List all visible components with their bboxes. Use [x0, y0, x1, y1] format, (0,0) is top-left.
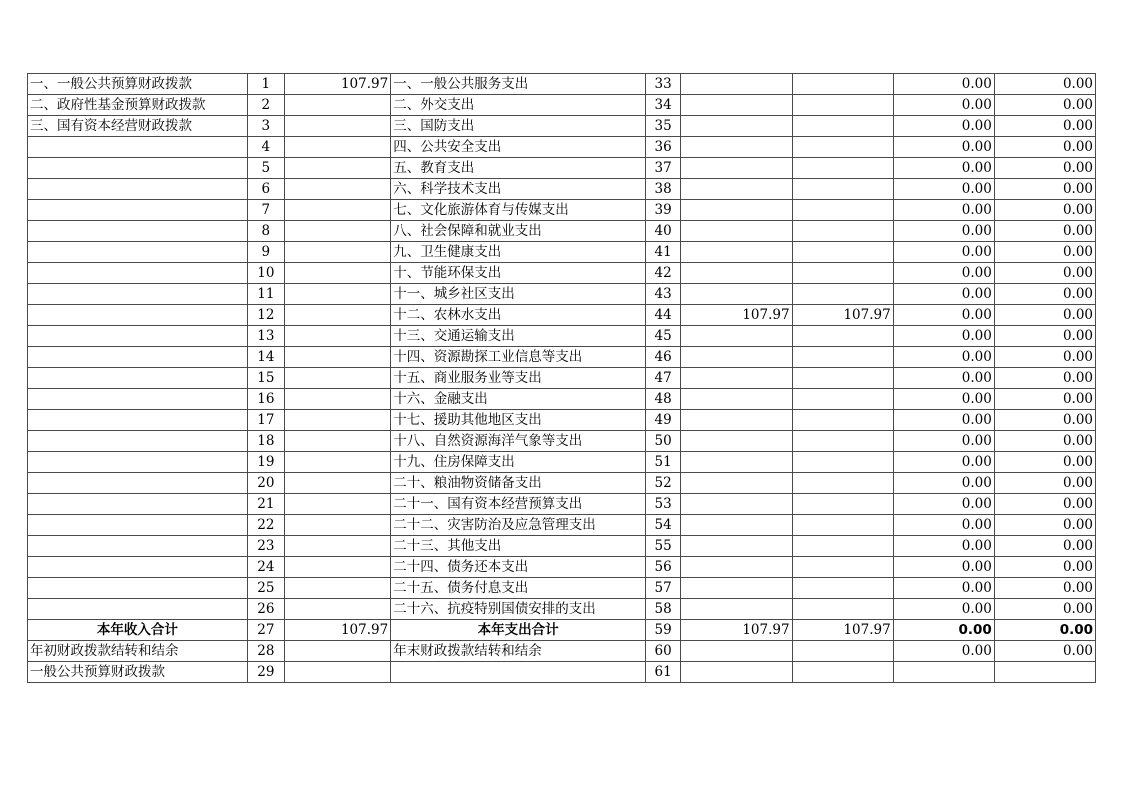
expense-state-capital-cell: 0.00 [994, 326, 1095, 347]
expense-fund-budget-cell: 0.00 [893, 599, 994, 620]
income-amount-cell [284, 578, 390, 599]
income-line-no-cell: 11 [247, 284, 284, 305]
expense-general-budget-cell [792, 284, 893, 305]
expense-total-cell [681, 431, 792, 452]
expense-general-budget-cell [792, 74, 893, 95]
expense-fund-budget-cell: 0.00 [893, 326, 994, 347]
table-row [28, 326, 1096, 347]
income-item-cell [28, 137, 248, 158]
expense-line-no-cell: 55 [646, 536, 681, 557]
income-amount-cell [284, 284, 390, 305]
expense-fund-budget-cell: 0.00 [893, 557, 994, 578]
income-amount-cell [284, 599, 390, 620]
expense-fund-budget-cell: 0.00 [893, 536, 994, 557]
expense-item-cell: 十四、资源勘探工业信息等支出 [391, 347, 646, 368]
income-line-no-cell: 21 [247, 494, 284, 515]
expense-general-budget-cell [792, 347, 893, 368]
expense-line-no-cell: 58 [646, 599, 681, 620]
expense-general-budget-cell [792, 557, 893, 578]
expense-fund-budget-cell: 0.00 [893, 179, 994, 200]
income-line-no-cell: 8 [247, 221, 284, 242]
expense-state-capital-cell: 0.00 [994, 368, 1095, 389]
income-amount-cell [284, 557, 390, 578]
expense-state-capital-cell: 0.00 [994, 620, 1095, 641]
income-item-cell [28, 557, 248, 578]
expense-fund-budget-cell: 0.00 [893, 368, 994, 389]
expense-state-capital-cell: 0.00 [994, 137, 1095, 158]
table-row [28, 242, 1096, 263]
expense-line-no-cell: 57 [646, 578, 681, 599]
expense-item-cell: 二十二、灾害防治及应急管理支出 [391, 515, 646, 536]
expense-state-capital-cell: 0.00 [994, 74, 1095, 95]
income-amount-cell [284, 242, 390, 263]
expense-fund-budget-cell: 0.00 [893, 473, 994, 494]
income-amount-cell [284, 116, 390, 137]
table-row [28, 200, 1096, 221]
expense-total-cell [681, 116, 792, 137]
expense-total-cell [681, 200, 792, 221]
expense-item-cell: 二、外交支出 [391, 95, 646, 116]
expense-item-cell [391, 662, 646, 683]
expense-total-cell [681, 494, 792, 515]
expense-total-cell [681, 179, 792, 200]
expense-item-cell: 十三、交通运输支出 [391, 326, 646, 347]
income-amount-cell [284, 263, 390, 284]
income-amount-cell [284, 179, 390, 200]
expense-fund-budget-cell: 0.00 [893, 116, 994, 137]
expense-line-no-cell: 34 [646, 95, 681, 116]
expense-state-capital-cell: 0.00 [994, 200, 1095, 221]
income-item-cell: 二、政府性基金预算财政拨款 [28, 95, 248, 116]
expense-fund-budget-cell: 0.00 [893, 200, 994, 221]
expense-item-cell: 二十三、其他支出 [391, 536, 646, 557]
table-row [28, 95, 1096, 116]
expense-total-cell [681, 221, 792, 242]
expense-state-capital-cell: 0.00 [994, 578, 1095, 599]
table-row [28, 389, 1096, 410]
income-line-no-cell: 26 [247, 599, 284, 620]
expense-line-no-cell: 46 [646, 347, 681, 368]
expense-state-capital-cell [994, 662, 1095, 683]
expense-fund-budget-cell: 0.00 [893, 305, 994, 326]
expense-total-cell [681, 137, 792, 158]
expense-state-capital-cell: 0.00 [994, 242, 1095, 263]
expense-item-cell: 二十四、债务还本支出 [391, 557, 646, 578]
expense-total-cell [681, 557, 792, 578]
expense-state-capital-cell: 0.00 [994, 599, 1095, 620]
expense-total-cell [681, 284, 792, 305]
income-line-no-cell: 15 [247, 368, 284, 389]
expense-fund-budget-cell: 0.00 [893, 137, 994, 158]
expense-fund-budget-cell: 0.00 [893, 620, 994, 641]
income-item-cell [28, 599, 248, 620]
expense-fund-budget-cell: 0.00 [893, 389, 994, 410]
income-line-no-cell: 27 [247, 620, 284, 641]
expense-state-capital-cell: 0.00 [994, 389, 1095, 410]
expense-item-cell: 年末财政拨款结转和结余 [391, 641, 646, 662]
income-amount-cell [284, 410, 390, 431]
expense-line-no-cell: 53 [646, 494, 681, 515]
income-amount-cell [284, 641, 390, 662]
expense-item-cell: 十八、自然资源海洋气象等支出 [391, 431, 646, 452]
expense-line-no-cell: 60 [646, 641, 681, 662]
expense-state-capital-cell: 0.00 [994, 95, 1095, 116]
expense-general-budget-cell [792, 494, 893, 515]
income-line-no-cell: 7 [247, 200, 284, 221]
expense-line-no-cell: 43 [646, 284, 681, 305]
table-row [28, 515, 1096, 536]
income-line-no-cell: 18 [247, 431, 284, 452]
income-item-cell: 一、一般公共预算财政拨款 [28, 74, 248, 95]
table-row [28, 284, 1096, 305]
expense-item-cell: 六、科学技术支出 [391, 179, 646, 200]
income-amount-cell [284, 389, 390, 410]
income-line-no-cell: 9 [247, 242, 284, 263]
income-line-no-cell: 23 [247, 536, 284, 557]
expense-state-capital-cell: 0.00 [994, 347, 1095, 368]
income-item-cell [28, 179, 248, 200]
income-item-cell: 三、国有资本经营财政拨款 [28, 116, 248, 137]
income-item-cell [28, 389, 248, 410]
total-row [28, 620, 1096, 641]
expense-item-cell: 十九、住房保障支出 [391, 452, 646, 473]
table-row [28, 536, 1096, 557]
expense-total-cell [681, 578, 792, 599]
expense-state-capital-cell: 0.00 [994, 179, 1095, 200]
income-item-cell [28, 242, 248, 263]
income-amount-cell [284, 536, 390, 557]
expense-item-cell: 十、节能环保支出 [391, 263, 646, 284]
income-line-no-cell: 25 [247, 578, 284, 599]
expense-line-no-cell: 33 [646, 74, 681, 95]
income-amount-cell [284, 221, 390, 242]
income-item-cell [28, 158, 248, 179]
expense-total-cell [681, 641, 792, 662]
expense-item-cell: 九、卫生健康支出 [391, 242, 646, 263]
expense-general-budget-cell [792, 242, 893, 263]
expense-general-budget-cell [792, 326, 893, 347]
income-amount-cell [284, 326, 390, 347]
income-item-cell [28, 578, 248, 599]
expense-item-cell: 八、社会保障和就业支出 [391, 221, 646, 242]
income-line-no-cell: 12 [247, 305, 284, 326]
income-amount-cell: 107.97 [284, 74, 390, 95]
expense-general-budget-cell [792, 200, 893, 221]
expense-total-cell: 107.97 [681, 305, 792, 326]
expense-state-capital-cell: 0.00 [994, 158, 1095, 179]
income-line-no-cell: 24 [247, 557, 284, 578]
expense-state-capital-cell: 0.00 [994, 473, 1095, 494]
expense-line-no-cell: 56 [646, 557, 681, 578]
table-row [28, 452, 1096, 473]
expense-total-cell [681, 389, 792, 410]
expense-fund-budget-cell: 0.00 [893, 494, 994, 515]
expense-total-cell [681, 452, 792, 473]
income-item-cell [28, 305, 248, 326]
expense-general-budget-cell [792, 368, 893, 389]
expense-state-capital-cell: 0.00 [994, 305, 1095, 326]
income-item-cell [28, 200, 248, 221]
table-row [28, 368, 1096, 389]
expense-line-no-cell: 54 [646, 515, 681, 536]
expense-general-budget-cell [792, 158, 893, 179]
expense-general-budget-cell [792, 515, 893, 536]
table-row [28, 599, 1096, 620]
table-row [28, 641, 1096, 662]
expense-line-no-cell: 59 [646, 620, 681, 641]
expense-general-budget-cell: 107.97 [792, 620, 893, 641]
expense-total-cell [681, 263, 792, 284]
expense-item-cell: 十一、城乡社区支出 [391, 284, 646, 305]
expense-line-no-cell: 37 [646, 158, 681, 179]
expense-line-no-cell: 51 [646, 452, 681, 473]
table-row [28, 137, 1096, 158]
income-item-cell [28, 452, 248, 473]
table-row [28, 179, 1096, 200]
income-amount-cell [284, 305, 390, 326]
income-line-no-cell: 29 [247, 662, 284, 683]
income-amount-cell [284, 431, 390, 452]
income-item-cell [28, 410, 248, 431]
income-item-cell [28, 368, 248, 389]
expense-fund-budget-cell: 0.00 [893, 95, 994, 116]
income-item-cell [28, 536, 248, 557]
expense-state-capital-cell: 0.00 [994, 452, 1095, 473]
expense-total-cell [681, 242, 792, 263]
table-row [28, 410, 1096, 431]
expense-general-budget-cell: 107.97 [792, 305, 893, 326]
expense-general-budget-cell [792, 452, 893, 473]
expense-fund-budget-cell: 0.00 [893, 284, 994, 305]
expense-state-capital-cell: 0.00 [994, 116, 1095, 137]
expense-item-cell: 二十、粮油物资储备支出 [391, 473, 646, 494]
expense-general-budget-cell [792, 599, 893, 620]
expense-state-capital-cell: 0.00 [994, 536, 1095, 557]
expense-fund-budget-cell: 0.00 [893, 263, 994, 284]
expense-general-budget-cell [792, 536, 893, 557]
expense-line-no-cell: 44 [646, 305, 681, 326]
income-line-no-cell: 28 [247, 641, 284, 662]
expense-item-cell: 五、教育支出 [391, 158, 646, 179]
income-item-cell: 一般公共预算财政拨款 [28, 662, 248, 683]
expense-state-capital-cell: 0.00 [994, 410, 1095, 431]
income-line-no-cell: 4 [247, 137, 284, 158]
income-item-cell [28, 347, 248, 368]
expense-general-budget-cell [792, 116, 893, 137]
expense-general-budget-cell [792, 431, 893, 452]
expense-fund-budget-cell: 0.00 [893, 410, 994, 431]
expense-item-cell: 二十六、抗疫特别国债安排的支出 [391, 599, 646, 620]
income-amount-cell [284, 494, 390, 515]
expense-total-cell [681, 326, 792, 347]
expense-total-cell [681, 473, 792, 494]
expense-line-no-cell: 38 [646, 179, 681, 200]
table-row [28, 494, 1096, 515]
income-amount-cell [284, 473, 390, 494]
income-amount-cell [284, 662, 390, 683]
expense-item-cell: 本年支出合计 [391, 620, 646, 641]
expense-state-capital-cell: 0.00 [994, 557, 1095, 578]
expense-item-cell: 七、文化旅游体育与传媒支出 [391, 200, 646, 221]
expense-general-budget-cell [792, 179, 893, 200]
expense-fund-budget-cell: 0.00 [893, 452, 994, 473]
expense-item-cell: 二十五、债务付息支出 [391, 578, 646, 599]
table-row [28, 158, 1096, 179]
income-line-no-cell: 2 [247, 95, 284, 116]
expense-general-budget-cell [792, 410, 893, 431]
income-line-no-cell: 3 [247, 116, 284, 137]
expense-line-no-cell: 48 [646, 389, 681, 410]
income-amount-cell [284, 95, 390, 116]
expense-fund-budget-cell: 0.00 [893, 515, 994, 536]
income-amount-cell: 107.97 [284, 620, 390, 641]
expense-line-no-cell: 52 [646, 473, 681, 494]
expense-total-cell [681, 599, 792, 620]
income-amount-cell [284, 515, 390, 536]
expense-total-cell [681, 536, 792, 557]
income-item-cell [28, 494, 248, 515]
expense-item-cell: 三、国防支出 [391, 116, 646, 137]
income-line-no-cell: 14 [247, 347, 284, 368]
income-line-no-cell: 5 [247, 158, 284, 179]
income-line-no-cell: 1 [247, 74, 284, 95]
table-row [28, 221, 1096, 242]
expense-item-cell: 十七、援助其他地区支出 [391, 410, 646, 431]
expense-fund-budget-cell: 0.00 [893, 431, 994, 452]
income-amount-cell [284, 200, 390, 221]
expense-line-no-cell: 50 [646, 431, 681, 452]
income-item-cell [28, 473, 248, 494]
expense-line-no-cell: 35 [646, 116, 681, 137]
income-line-no-cell: 13 [247, 326, 284, 347]
table-row [28, 305, 1096, 326]
expense-state-capital-cell: 0.00 [994, 431, 1095, 452]
expense-line-no-cell: 42 [646, 263, 681, 284]
expense-state-capital-cell: 0.00 [994, 284, 1095, 305]
income-line-no-cell: 17 [247, 410, 284, 431]
expense-fund-budget-cell: 0.00 [893, 221, 994, 242]
expense-general-budget-cell [792, 137, 893, 158]
table-row [28, 557, 1096, 578]
expense-total-cell [681, 158, 792, 179]
expense-line-no-cell: 45 [646, 326, 681, 347]
expense-item-cell: 十六、金融支出 [391, 389, 646, 410]
table-row [28, 116, 1096, 137]
income-amount-cell [284, 368, 390, 389]
expense-line-no-cell: 39 [646, 200, 681, 221]
expense-state-capital-cell: 0.00 [994, 221, 1095, 242]
expense-fund-budget-cell: 0.00 [893, 578, 994, 599]
expense-line-no-cell: 36 [646, 137, 681, 158]
table-row [28, 74, 1096, 95]
expense-line-no-cell: 41 [646, 242, 681, 263]
expense-fund-budget-cell: 0.00 [893, 158, 994, 179]
table-body [28, 74, 1096, 683]
expense-total-cell [681, 410, 792, 431]
income-item-cell: 本年收入合计 [28, 620, 248, 641]
expense-general-budget-cell [792, 95, 893, 116]
expense-total-cell [681, 515, 792, 536]
expense-item-cell: 十二、农林水支出 [391, 305, 646, 326]
expense-item-cell: 十五、商业服务业等支出 [391, 368, 646, 389]
table-row [28, 347, 1096, 368]
expense-general-budget-cell [792, 389, 893, 410]
expense-fund-budget-cell: 0.00 [893, 347, 994, 368]
expense-fund-budget-cell: 0.00 [893, 74, 994, 95]
income-item-cell [28, 515, 248, 536]
expense-state-capital-cell: 0.00 [994, 494, 1095, 515]
expense-fund-budget-cell: 0.00 [893, 641, 994, 662]
income-item-cell [28, 263, 248, 284]
income-amount-cell [284, 158, 390, 179]
income-item-cell [28, 284, 248, 305]
budget-table [27, 73, 1096, 683]
income-line-no-cell: 20 [247, 473, 284, 494]
income-line-no-cell: 6 [247, 179, 284, 200]
expense-general-budget-cell [792, 662, 893, 683]
expense-state-capital-cell: 0.00 [994, 515, 1095, 536]
table-row [28, 263, 1096, 284]
expense-general-budget-cell [792, 473, 893, 494]
income-item-cell [28, 221, 248, 242]
table-row [28, 431, 1096, 452]
expense-fund-budget-cell: 0.00 [893, 242, 994, 263]
expense-item-cell: 二十一、国有资本经营预算支出 [391, 494, 646, 515]
expense-item-cell: 四、公共安全支出 [391, 137, 646, 158]
expense-general-budget-cell [792, 221, 893, 242]
expense-general-budget-cell [792, 263, 893, 284]
expense-total-cell [681, 368, 792, 389]
income-line-no-cell: 16 [247, 389, 284, 410]
income-amount-cell [284, 347, 390, 368]
table-row [28, 662, 1096, 683]
expense-total-cell [681, 95, 792, 116]
expense-total-cell [681, 662, 792, 683]
table-row [28, 578, 1096, 599]
income-line-no-cell: 10 [247, 263, 284, 284]
income-item-cell [28, 431, 248, 452]
expense-state-capital-cell: 0.00 [994, 263, 1095, 284]
expense-item-cell: 一、一般公共服务支出 [391, 74, 646, 95]
expense-line-no-cell: 47 [646, 368, 681, 389]
income-line-no-cell: 22 [247, 515, 284, 536]
expense-total-cell: 107.97 [681, 620, 792, 641]
income-item-cell [28, 326, 248, 347]
expense-state-capital-cell: 0.00 [994, 641, 1095, 662]
expense-total-cell [681, 347, 792, 368]
income-amount-cell [284, 452, 390, 473]
expense-line-no-cell: 61 [646, 662, 681, 683]
expense-total-cell [681, 74, 792, 95]
expense-general-budget-cell [792, 578, 893, 599]
income-item-cell: 年初财政拨款结转和结余 [28, 641, 248, 662]
expense-general-budget-cell [792, 641, 893, 662]
expense-fund-budget-cell [893, 662, 994, 683]
income-line-no-cell: 19 [247, 452, 284, 473]
expense-line-no-cell: 40 [646, 221, 681, 242]
income-amount-cell [284, 137, 390, 158]
expense-line-no-cell: 49 [646, 410, 681, 431]
table-row [28, 473, 1096, 494]
